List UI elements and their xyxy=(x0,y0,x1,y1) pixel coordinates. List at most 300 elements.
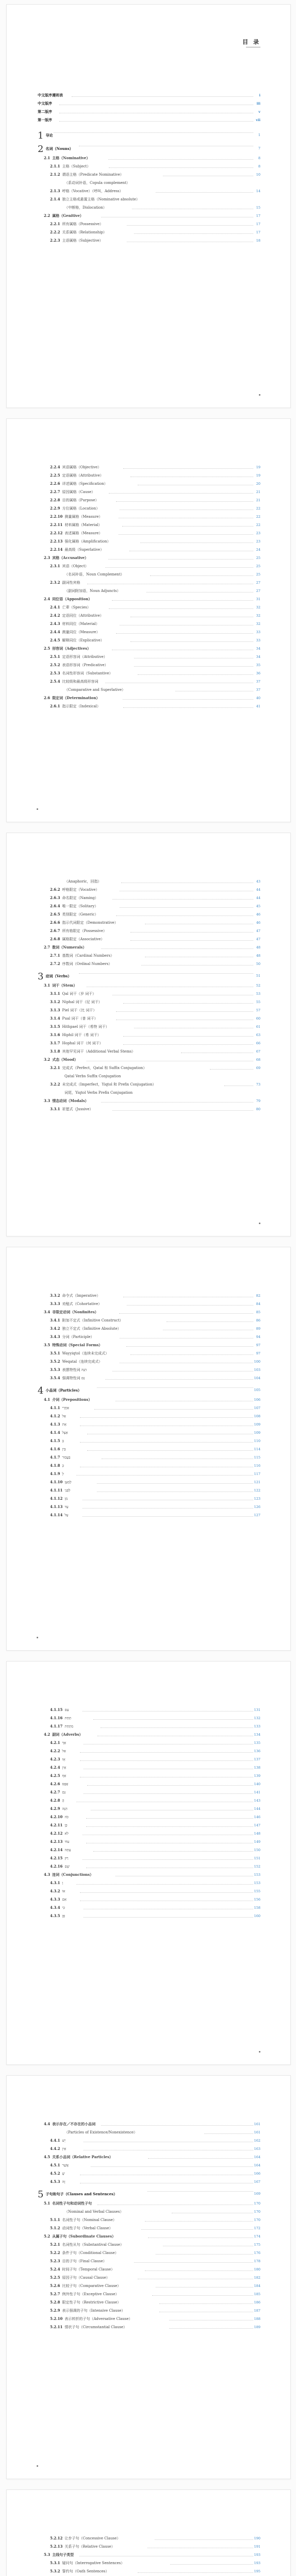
leader-dots xyxy=(105,1375,253,1380)
entry-page: 7 xyxy=(258,146,260,150)
entry-number: 2.2.1 xyxy=(50,222,60,226)
toc-entry xyxy=(7,1798,290,1804)
leader-dots xyxy=(129,547,253,551)
toc-entry xyxy=(7,1454,290,1461)
leader-dots xyxy=(120,505,253,510)
leader-dots xyxy=(130,613,253,617)
leader-dots xyxy=(84,1765,253,1769)
entry-title: גַּם xyxy=(62,1790,66,1794)
entry-page: 23 xyxy=(256,531,260,535)
entry-title: אַךְ xyxy=(62,1741,67,1745)
entry-title: 定语形容词（Attributive） xyxy=(62,655,107,659)
entry-number: 4.1.14 xyxy=(50,1513,63,1517)
toc-entry xyxy=(7,571,290,578)
toc-entry xyxy=(7,196,290,202)
entry-title: 测量同位（Measure） xyxy=(62,630,100,634)
entry-page: 25 xyxy=(256,564,260,568)
entry-number: 4.2.2 xyxy=(50,1749,60,1753)
toc-entry xyxy=(7,1430,290,1436)
entry-number: 4.3 xyxy=(44,1872,51,1877)
entry-title: 序数词（Ordinal Numbers） xyxy=(62,962,112,966)
entry-page: 79 xyxy=(256,1099,260,1103)
entry-title: 原因子句（Causal Clause） xyxy=(62,2276,110,2280)
entry-page: 169 xyxy=(254,2192,260,2196)
entry-title: כֹּה xyxy=(64,1815,69,1819)
leader-dots xyxy=(138,670,253,675)
toc-entry xyxy=(7,1905,290,1911)
entry-title: אָז xyxy=(62,1757,65,1761)
entry-title: 宾语属格（Objective） xyxy=(62,465,102,469)
leader-dots xyxy=(152,2291,253,2296)
leader-dots xyxy=(134,654,253,658)
toc-entry xyxy=(7,2324,290,2330)
entry-title: （Comparative and Superlative） xyxy=(64,688,125,692)
leader-dots xyxy=(86,1863,253,1868)
toc-entry xyxy=(7,703,290,709)
entry-title: זֶה xyxy=(62,2180,65,2184)
leader-dots xyxy=(167,1317,253,1322)
entry-title: 第二版序 xyxy=(38,109,52,114)
entry-title: 劝勉式（Cohortative） xyxy=(62,1302,102,1306)
entry-number: 5.1.1 xyxy=(50,2217,60,2222)
leader-dots xyxy=(134,1024,253,1028)
entry-page: 126 xyxy=(254,1505,260,1509)
toc-entry xyxy=(7,1479,290,1485)
entry-title: 关系属格（Relationship） xyxy=(62,230,107,234)
entry-page: 27 xyxy=(256,581,260,585)
entry-number: 2.3.1 xyxy=(50,564,60,568)
entry-number: 2.4.5 xyxy=(50,638,60,642)
toc-entry xyxy=(7,580,290,586)
entry-title: 宾语（Object） xyxy=(62,564,89,568)
entry-title: אַף xyxy=(62,1774,67,1778)
leader-dots xyxy=(170,2560,253,2565)
entry-page: 44 xyxy=(256,888,260,892)
toc-entry xyxy=(7,2146,290,2152)
toc-entry xyxy=(7,1367,290,1373)
entry-title: 限定词（Determination） xyxy=(52,696,100,700)
toc-entry xyxy=(7,953,290,959)
entry-number: 3.2.2 xyxy=(50,1082,60,1087)
entry-title: 方位属格（Location） xyxy=(62,506,100,511)
entry-number: 3.5.3 xyxy=(50,1367,60,1372)
toc-entry xyxy=(7,999,290,1005)
toc-entry xyxy=(7,1822,290,1828)
entry-title: לְ xyxy=(62,1472,64,1476)
entry-page: 40 xyxy=(256,696,260,700)
entry-page: 22 xyxy=(256,506,260,511)
entry-title: אֵת xyxy=(62,1422,67,1427)
toc-entry xyxy=(7,878,290,885)
toc-entry xyxy=(7,1359,290,1365)
entry-number: 4.1.17 xyxy=(50,1724,63,1728)
entry-title: 指示限定（Indexical） xyxy=(62,704,101,708)
entry-title: 表述属格（Measure） xyxy=(64,531,103,535)
entry-number: 4.1.11 xyxy=(50,1488,63,1493)
entry-page: 186 xyxy=(254,2300,260,2304)
entry-title: 限定性子句（Restrictive Clause） xyxy=(62,2300,121,2304)
entry-number: 4.1.6 xyxy=(50,1447,60,1451)
entry-page: 17 xyxy=(256,214,260,218)
entry-title: 子句和句子（Clauses and Sentences） xyxy=(45,2192,118,2196)
entry-page: 178 xyxy=(254,2259,260,2263)
toc-entry xyxy=(7,205,290,211)
toc-entry xyxy=(7,1015,290,1022)
toc-entry xyxy=(7,670,290,676)
leader-dots xyxy=(156,2283,253,2287)
entry-page: 136 xyxy=(254,1749,260,1753)
leader-dots xyxy=(116,1015,253,1020)
leader-dots xyxy=(91,2162,253,2167)
entry-title: 材料属格（Material） xyxy=(64,523,102,527)
toc-entry xyxy=(7,2568,290,2574)
toc-page-5 xyxy=(6,1661,291,2065)
entry-page: 97 xyxy=(256,1343,260,1347)
leader-dots xyxy=(105,679,253,683)
entry-number: 2.4.1 xyxy=(50,605,60,609)
entry-page: 146 xyxy=(254,1815,260,1819)
entry-number: 5.2.11 xyxy=(50,2325,63,2329)
toc-entry xyxy=(7,505,290,512)
leader-dots xyxy=(123,703,253,708)
entry-title: 动词（Verbs） xyxy=(45,974,72,978)
entry-title: 其他罕见词干（Additional Verbal Stems） xyxy=(62,1049,136,1054)
entry-number: 3.5.2 xyxy=(50,1359,60,1364)
leader-dots xyxy=(116,1872,253,1876)
entry-number: 4.2.6 xyxy=(50,1782,60,1786)
entry-title: 情状子句（Circumstantial Clause） xyxy=(64,2325,127,2329)
entry-number: 4.1 xyxy=(44,1397,51,1402)
leader-dots xyxy=(101,213,253,217)
entry-page: 170 xyxy=(254,2201,260,2206)
leader-dots xyxy=(87,1781,253,1786)
leader-dots xyxy=(112,895,253,900)
entry-title: 疑问句（Interrogative Sentences） xyxy=(62,2561,125,2565)
entry-number: 5.2.10 xyxy=(50,2316,63,2321)
entry-title: 时间子句（Temporal Clause） xyxy=(62,2267,115,2272)
leader-dots xyxy=(181,1048,253,1053)
toc-entry xyxy=(7,1098,290,1104)
toc-entry xyxy=(7,928,290,934)
entry-title: Hiphil 词干（希 词干） xyxy=(62,1033,101,1037)
leader-dots xyxy=(59,117,253,122)
toc-entry xyxy=(7,1326,290,1332)
entry-title: 名词性子句（Nominal Clause） xyxy=(62,2218,117,2222)
toc-entry xyxy=(7,229,290,235)
entry-number: 3.3.2 xyxy=(50,1293,60,1298)
entry-title: （副词附加语，Noun Adjuncts） xyxy=(64,589,121,593)
entry-number: 4.1.9 xyxy=(50,1471,60,1476)
toc-entry xyxy=(7,1888,290,1894)
toc-entry xyxy=(7,213,290,219)
leader-dots xyxy=(119,530,253,535)
entry-title: אַל xyxy=(62,1749,66,1753)
entry-number: 2.4 xyxy=(44,597,51,601)
entry-page: vii xyxy=(256,118,260,122)
entry-page: 116 xyxy=(254,1464,260,1468)
entry-page: iii xyxy=(256,101,260,106)
toc-entry xyxy=(7,1446,290,1452)
entry-page: i xyxy=(259,93,260,97)
toc-entry xyxy=(7,1723,290,1730)
entry-page: 61 xyxy=(256,1025,260,1029)
toc-entry xyxy=(7,2266,290,2273)
toc-entry xyxy=(7,1855,290,1861)
entry-title: 分词（Participle） xyxy=(62,1335,94,1339)
entry-title: לְמַעַן xyxy=(64,1480,72,1484)
toc-entry xyxy=(7,1765,290,1771)
entry-title: 让步子句（Concessive Clause） xyxy=(64,2536,121,2540)
entry-number: 4.1.12 xyxy=(50,1496,63,1501)
entry-page: 100 xyxy=(254,1360,260,1364)
entry-page: 187 xyxy=(254,2309,260,2313)
entry-page: 172 xyxy=(254,2226,260,2230)
entry-number: 4.1.8 xyxy=(50,1463,60,1468)
toc-entry xyxy=(7,2129,290,2136)
entry-number: 4.2.8 xyxy=(50,1798,60,1803)
entry-title: 完成式（Perfect，Qatal 和 Suffix Conjugation） xyxy=(62,1066,147,1070)
entry-number: 4.4.1 xyxy=(50,2138,60,2143)
toc-entry xyxy=(7,646,290,652)
entry-number: 3.1 xyxy=(44,983,51,988)
entry-page: 19 xyxy=(256,465,260,469)
toc-entry xyxy=(7,991,290,997)
entry-page: 109 xyxy=(254,1422,260,1427)
leader-dots xyxy=(112,991,253,995)
entry-page: 48 xyxy=(256,954,260,958)
entry-page: 37 xyxy=(256,680,260,684)
leader-dots xyxy=(127,221,253,226)
entry-title: 第一版序 xyxy=(38,117,52,122)
toc-page-4 xyxy=(6,1247,291,1651)
leader-dots xyxy=(80,1421,253,1426)
entry-number: 2.6.5 xyxy=(50,912,60,917)
entry-number: 2.5.1 xyxy=(50,654,60,659)
toc-entry xyxy=(7,538,290,545)
entry-title: 特殊动词（Special Forms） xyxy=(52,1343,103,1347)
entry-page: 193 xyxy=(254,2553,260,2557)
entry-number: 4.2.7 xyxy=(50,1790,60,1794)
entry-page: 57 xyxy=(256,1008,260,1012)
entry-title: 同位语（Apposition） xyxy=(52,597,92,601)
leader-dots xyxy=(102,1454,253,1459)
toc-entry xyxy=(7,1090,290,1096)
entry-number: 2.2.5 xyxy=(50,473,60,478)
entry-number: 2.3.2 xyxy=(50,580,60,585)
toc-page-7 xyxy=(6,2489,291,2576)
entry-number: 2.1 xyxy=(44,156,51,160)
entry-title: 名词性形容词（Substantive） xyxy=(62,671,113,675)
leader-dots xyxy=(120,903,253,908)
toc-entry xyxy=(7,695,290,701)
entry-title: 表摆特性词 הִנֵּה xyxy=(62,1368,87,1372)
entry-title: 从属子句（Subordinate Clauses） xyxy=(52,2234,116,2239)
entry-page: 153 xyxy=(254,1881,260,1885)
leader-dots xyxy=(83,1512,253,1517)
leader-dots xyxy=(112,596,253,601)
leader-dots xyxy=(84,1789,253,1794)
leader-dots xyxy=(145,2266,253,2271)
front-matter-entry xyxy=(7,100,290,107)
entry-number: 2.2.11 xyxy=(50,522,63,527)
entry-title: 中文版序 xyxy=(38,101,52,106)
entry-page: 135 xyxy=(254,1741,260,1745)
entry-title: 主语属格（Subjective） xyxy=(62,239,103,243)
entry-number: 5.2.3 xyxy=(50,2259,60,2263)
leader-dots xyxy=(108,155,253,160)
toc-entry xyxy=(7,1773,290,1779)
entry-number: 1 xyxy=(38,130,44,141)
entry-title: אֵין xyxy=(62,2147,67,2151)
entry-title: 副词性宾格 xyxy=(62,581,80,585)
entry-page: 19 xyxy=(256,473,260,478)
entry-number: 4.2.11 xyxy=(50,1823,63,1827)
entry-title: 连词（Conjunctions） xyxy=(52,1872,94,1877)
entry-number: 4.2.4 xyxy=(50,1765,60,1770)
toc-entry xyxy=(7,2162,290,2168)
entry-page: 191 xyxy=(254,2545,260,2549)
leader-dots xyxy=(116,1007,253,1012)
entry-title: הֲ xyxy=(62,1799,64,1803)
entry-page: 52 xyxy=(256,984,260,988)
entry-page: 73 xyxy=(256,1082,260,1087)
entry-number: 4.2.5 xyxy=(50,1773,60,1778)
entry-number: 4 xyxy=(38,1385,44,1396)
entry-title: 导论 xyxy=(45,133,53,138)
toc-entry xyxy=(7,629,290,635)
leader-dots xyxy=(134,662,253,667)
entry-number: 3.3.1 xyxy=(50,1107,60,1111)
entry-page: 160 xyxy=(254,1914,260,1918)
toc-entry xyxy=(7,1048,290,1055)
page-marker xyxy=(259,394,260,396)
toc-entry xyxy=(7,1715,290,1721)
entry-page: 47 xyxy=(256,929,260,933)
entry-title: 测量属格（Measure） xyxy=(64,515,103,519)
leader-dots xyxy=(138,2275,253,2279)
toc-entry xyxy=(7,1438,290,1444)
entry-title: אַחֲרֵי xyxy=(62,1406,70,1410)
entry-title: （Nominal and Verbal Clauses） xyxy=(64,2210,124,2214)
entry-number: 3.4.1 xyxy=(50,1318,60,1323)
entry-page: 41 xyxy=(256,704,260,708)
entry-number: 2.5.3 xyxy=(50,671,60,675)
leader-dots xyxy=(141,2225,253,2230)
toc-entry xyxy=(7,1301,290,1307)
toc-entry xyxy=(7,1471,290,1477)
entry-page: 84 xyxy=(256,1302,260,1306)
entry-title: אֵצֶל xyxy=(62,1431,68,1435)
entry-title: 基数词（Cardinal Numbers） xyxy=(62,954,114,958)
leader-dots xyxy=(80,1896,253,1901)
entry-number: 4.2.13 xyxy=(50,1839,63,1844)
entry-number: 3.5.4 xyxy=(50,1376,60,1380)
leader-dots xyxy=(101,1098,253,1103)
entry-title: 动词性子句（Verbal Clause） xyxy=(62,2226,113,2230)
toc-entry xyxy=(7,1872,290,1878)
leader-dots xyxy=(155,2535,253,2540)
leader-dots xyxy=(163,172,253,176)
entry-title: כִּי xyxy=(62,1906,65,1910)
leader-dots xyxy=(145,920,253,924)
leader-dots xyxy=(108,555,253,560)
leader-dots xyxy=(112,1106,253,1111)
entry-page: 21 xyxy=(256,490,260,494)
entry-number: 4.4.2 xyxy=(50,2146,60,2151)
entry-page: 131 xyxy=(254,1708,260,1712)
entry-page: 106 xyxy=(254,1398,260,1402)
leader-dots xyxy=(59,100,253,105)
toc-entry xyxy=(7,1065,290,1071)
entry-page: 22 xyxy=(256,523,260,527)
entry-number: 2.5.4 xyxy=(50,679,60,684)
toc-entry xyxy=(7,1814,290,1820)
leader-dots xyxy=(147,2187,253,2192)
entry-number: 5.3 xyxy=(44,2552,51,2557)
entry-number: 3.3.3 xyxy=(50,1301,60,1306)
entry-page: 15 xyxy=(256,206,260,210)
entry-title: 表示强调的子句（Intensive Clause） xyxy=(62,2309,125,2313)
entry-page: 143 xyxy=(254,1799,260,1803)
entry-number: 4.1.7 xyxy=(50,1455,60,1460)
leader-dots xyxy=(175,687,253,691)
entry-number: 5.2.6 xyxy=(50,2283,60,2288)
entry-page: 107 xyxy=(254,1406,260,1410)
entry-title: 介词（Prepositions） xyxy=(52,1397,92,1402)
entry-title: 关系小品词（Relative Particles） xyxy=(52,2155,113,2159)
leader-dots xyxy=(91,1806,253,1810)
leader-dots xyxy=(86,1839,253,1843)
entry-number: 5.2.2 xyxy=(50,2250,60,2255)
entry-number: 2.2.2 xyxy=(50,230,60,234)
leader-dots xyxy=(80,1748,253,1753)
entry-title: 命令式（Imperative） xyxy=(62,1294,101,1298)
entry-page: 46 xyxy=(256,912,260,917)
entry-title: אֵל xyxy=(62,1414,66,1418)
entry-number: 3.1.7 xyxy=(50,1041,60,1045)
toc-entry xyxy=(7,1073,290,1079)
entry-title: Hophal 词干（何 词干） xyxy=(62,1041,103,1045)
entry-page: 161 xyxy=(254,2130,260,2134)
leader-dots xyxy=(109,489,253,494)
entry-number: 2.1.3 xyxy=(50,189,60,193)
entry-page: 137 xyxy=(254,1757,260,1761)
toc-entry xyxy=(7,2291,290,2297)
entry-page: 149 xyxy=(254,1840,260,1844)
entry-title: 主格（Subject） xyxy=(62,164,91,168)
toc-entry xyxy=(7,1487,290,1494)
entry-page: 8 xyxy=(258,156,260,160)
entry-title: 名词（Nouns） xyxy=(45,146,73,151)
leader-dots xyxy=(79,969,253,974)
leader-dots xyxy=(150,571,253,576)
toc-entry xyxy=(7,172,290,178)
leader-dots xyxy=(101,2121,253,2126)
entry-title: 副词（Adverbs） xyxy=(52,1732,83,1737)
leader-dots xyxy=(97,2200,253,2205)
toc-entry xyxy=(7,911,290,918)
entry-page: 23 xyxy=(256,539,260,544)
toc-entry xyxy=(7,2171,290,2177)
toc-entry xyxy=(7,596,290,602)
entry-title: 式态（Mood） xyxy=(52,1057,78,1062)
entry-number: 3.1.3 xyxy=(50,1008,60,1012)
leader-dots xyxy=(109,604,253,609)
entry-page: 24 xyxy=(256,548,260,552)
entry-title: 情态动词（Modals） xyxy=(52,1098,89,1103)
toc-entry xyxy=(7,944,290,951)
toc-entry xyxy=(7,128,290,140)
